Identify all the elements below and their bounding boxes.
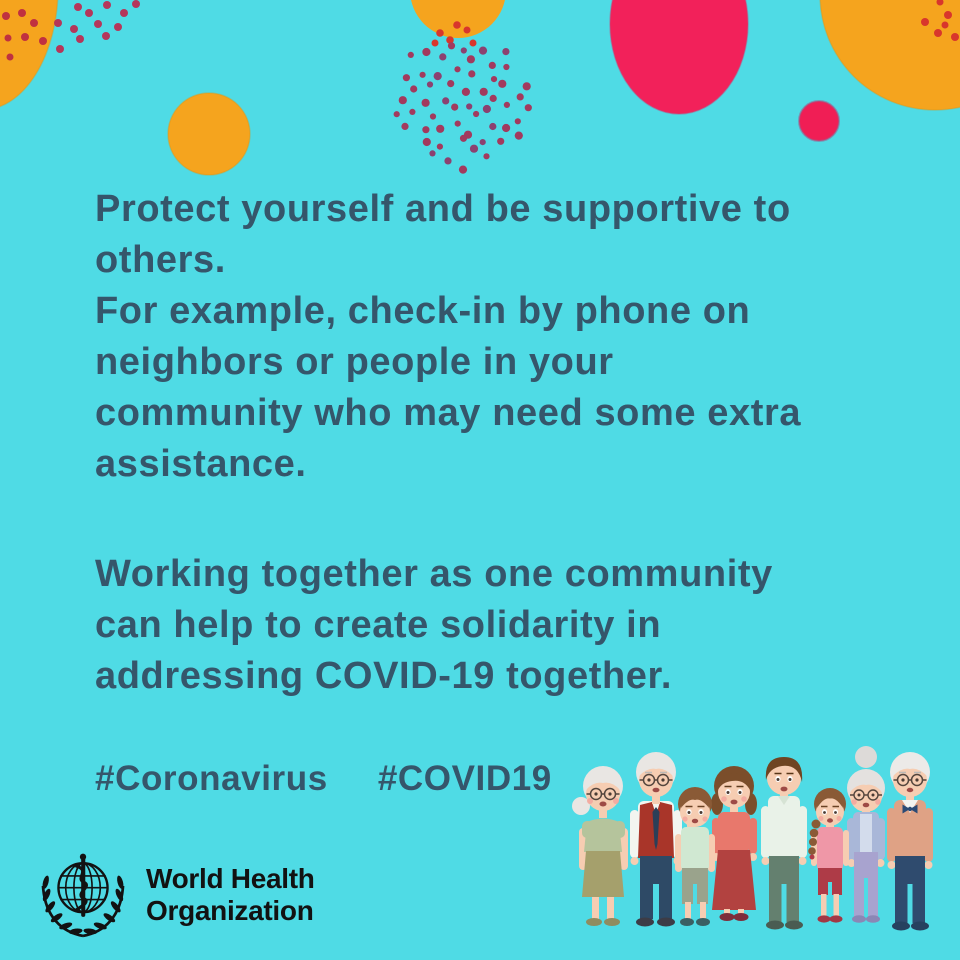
paragraph-working-together xyxy=(95,549,773,702)
pink-circle-small xyxy=(799,101,839,141)
who-name xyxy=(146,863,315,927)
body-text-line: Protect yourself and be supportive to xyxy=(95,188,791,230)
body-text-line: assistance. xyxy=(95,443,307,485)
dots-on-orange-top-right xyxy=(921,0,959,41)
body-text-line: can help to create solidarity in xyxy=(95,604,662,646)
hashtag-row xyxy=(95,759,552,799)
dot-cluster xyxy=(394,42,532,174)
who-name-line2: Organization xyxy=(146,895,314,926)
figure-girl xyxy=(808,788,849,923)
body-text-line: neighbors or people in your xyxy=(95,341,614,383)
hashtag-coronavirus: #Coronavirus xyxy=(95,759,328,798)
who-logo xyxy=(33,848,315,942)
figure-grandma-lavender xyxy=(847,746,885,923)
who-name-line1: World Health xyxy=(146,863,315,894)
orange-circle-top-right xyxy=(820,0,960,110)
family-illustration xyxy=(560,730,960,960)
dots-on-orange-top-center xyxy=(432,21,477,46)
figure-grandpa-bowtie xyxy=(887,752,933,931)
body-text-line: community who may need some extra xyxy=(95,392,802,434)
orange-circle-mid-left xyxy=(168,93,250,175)
figure-dad xyxy=(761,757,807,930)
dot-scatter-top-left xyxy=(54,0,140,53)
dots-on-blob xyxy=(2,9,47,61)
body-text-line: For example, check-in by phone on xyxy=(95,290,751,332)
body-text-line: Working together as one community xyxy=(95,553,773,595)
orange-blob-top-left xyxy=(0,0,58,110)
paragraph-protect xyxy=(95,184,801,490)
body-text-line: addressing COVID-19 together. xyxy=(95,655,672,697)
orange-circle-top-center xyxy=(410,0,506,38)
pink-circle-large xyxy=(610,0,748,114)
who-emblem-icon xyxy=(33,848,133,942)
figure-grandma-green xyxy=(572,766,628,926)
figure-grandpa-red-vest xyxy=(630,752,682,927)
figure-boy xyxy=(675,787,715,926)
body-text-line: others. xyxy=(95,239,226,281)
hashtag-covid19: #COVID19 xyxy=(377,759,552,798)
figure-mom xyxy=(711,766,757,921)
